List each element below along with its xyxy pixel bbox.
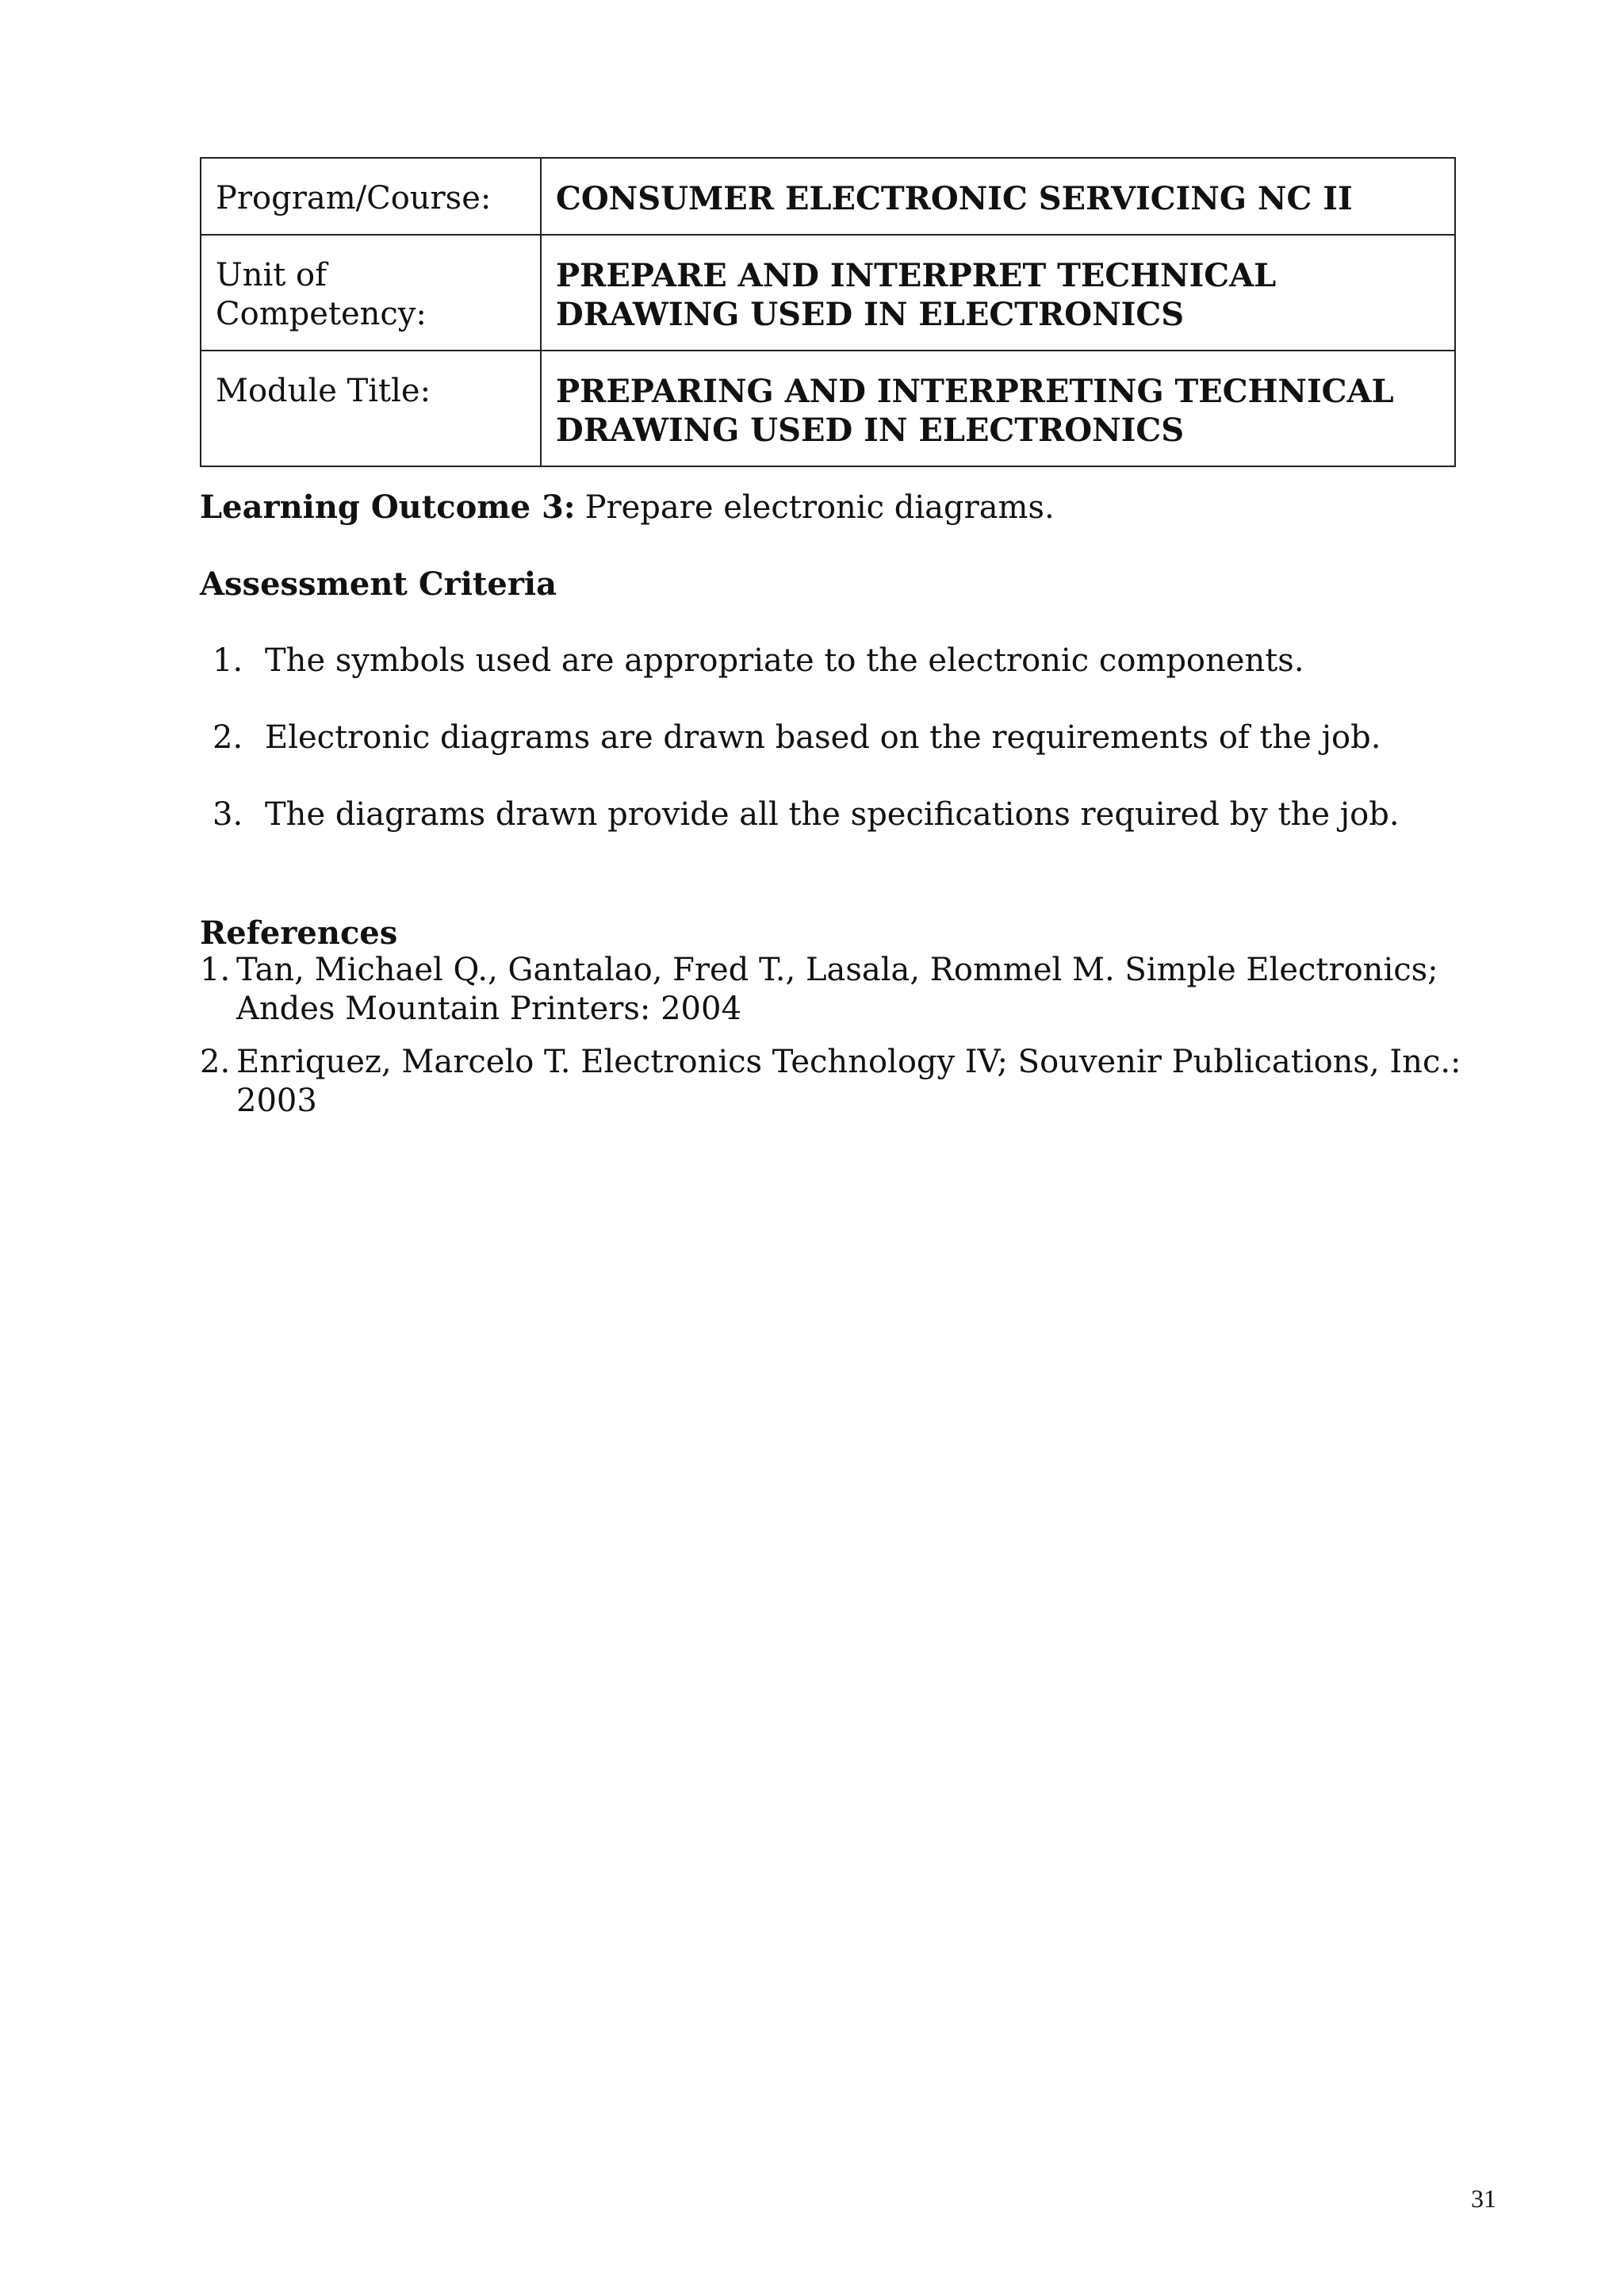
list-item — [213, 793, 1400, 870]
item-text: Electronic diagrams are drawn based on the requirements of the job. — [265, 719, 1381, 756]
item-number: 2. — [200, 1044, 231, 1080]
references-heading: References — [200, 914, 398, 952]
item-number: 3. — [213, 796, 243, 833]
item-text: The symbols used are appropriate to the electronic components. — [265, 642, 1304, 679]
table-row-module — [201, 351, 1455, 466]
item-text: Enriquez, Marcelo T. Electronics Technology IV; Souvenir Publications, Inc.: 2003 — [236, 1044, 1461, 1119]
item-number: 2. — [213, 719, 243, 756]
item-number: 1. — [200, 952, 231, 988]
assessment-criteria-list — [213, 639, 1400, 870]
module-value: PREPARING AND INTERPRETING TECHNICAL DRAWING USED IN ELECTRONICS — [541, 351, 1455, 466]
list-item — [213, 716, 1400, 793]
module-label: Module Title: — [201, 351, 541, 466]
learning-outcome-text: Prepare electronic diagrams. — [584, 489, 1055, 526]
list-item — [213, 639, 1400, 716]
item-text: The diagrams drawn provide all the specifications required by the job. — [265, 796, 1400, 833]
item-number: 1. — [213, 642, 243, 679]
list-item — [200, 951, 1469, 1029]
module-info-table — [200, 157, 1456, 467]
table-row-program — [201, 158, 1455, 235]
unit-value: PREPARE AND INTERPRET TECHNICAL DRAWING USED IN ELECTRONICS — [541, 235, 1455, 351]
learning-outcome-label: Learning Outcome 3: — [200, 489, 576, 526]
list-item — [200, 1043, 1469, 1121]
table-row-unit — [201, 235, 1455, 351]
references-list — [200, 951, 1469, 1135]
learning-outcome — [200, 486, 1055, 529]
program-label: Program/Course: — [201, 158, 541, 235]
assessment-criteria-heading: Assessment Criteria — [200, 565, 557, 603]
item-text: Tan, Michael Q., Gantalao, Fred T., Lasala, Rommel M. Simple Electronics; Andes Mountain Printers: 2004 — [236, 952, 1438, 1027]
unit-label: Unit of Competency: — [201, 235, 541, 351]
program-value: CONSUMER ELECTRONIC SERVICING NC II — [541, 158, 1455, 235]
page-number: 31 — [1471, 2184, 1496, 2213]
